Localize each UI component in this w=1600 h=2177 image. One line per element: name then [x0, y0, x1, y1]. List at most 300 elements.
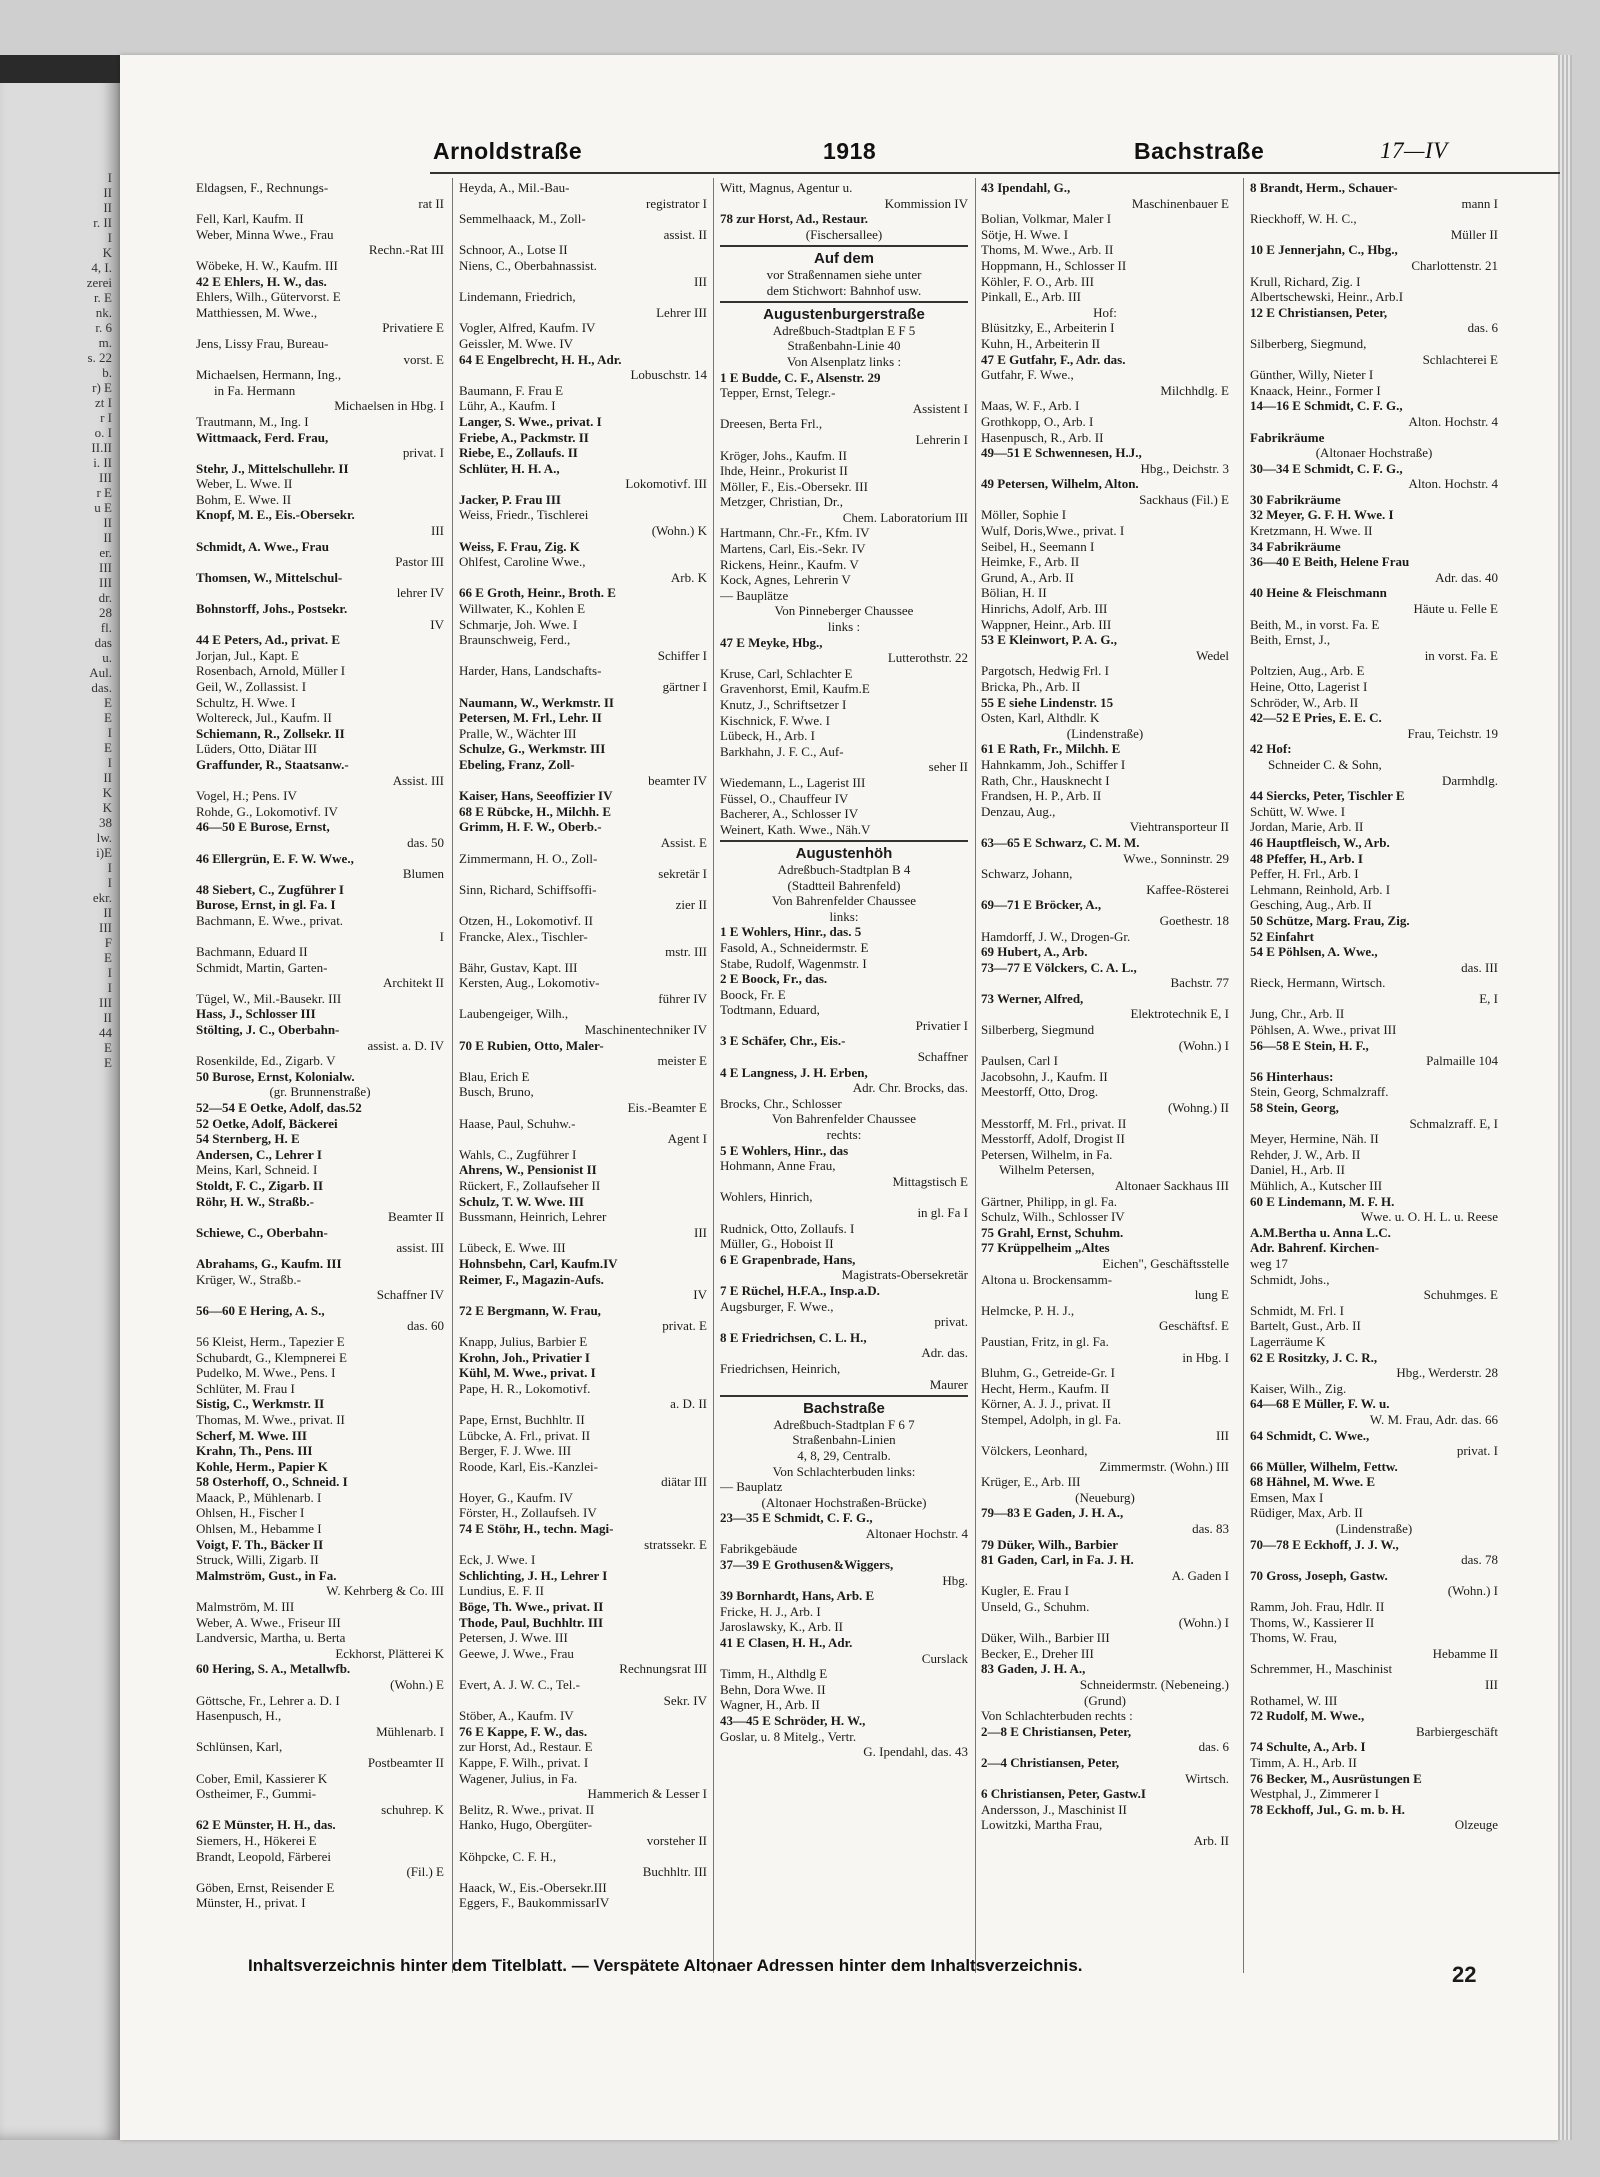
fragment-line: III [99, 995, 112, 1010]
directory-entry: Von Bahrenfelder Chaussee [771, 1111, 917, 1127]
directory-entry: Göttsche, Fr., Lehrer a. D. I [196, 1692, 340, 1708]
fragment-line: I [107, 170, 112, 185]
directory-entry: Albertschewski, Heinr., Arb.I [1250, 289, 1404, 305]
directory-entry: Struck, Willi, Zigarb. II [196, 1552, 319, 1568]
directory-entry: Lagerräume K [1250, 1333, 1326, 1349]
directory-entry: 72 Rudolf, M. Wwe., [1250, 1708, 1365, 1724]
directory-entry: Silberberg, Siegmund [981, 1022, 1095, 1038]
directory-entry: Eis.-Beamter E [627, 1100, 707, 1116]
directory-entry: Hoyer, G., Kaufm. IV [459, 1489, 573, 1505]
directory-entry: gärtner I [662, 679, 707, 694]
directory-entry: Knapp, Julius, Barbier E [459, 1333, 588, 1349]
directory-entry: Willwater, K., Kohlen E [459, 601, 586, 617]
directory-entry: Eldagsen, F., Rechnungs- [196, 180, 329, 195]
directory-entry: 64—68 E Müller, F. W. u. [1250, 1396, 1390, 1412]
directory-entry: Hartmann, Chr.-Fr., Kfm. IV [720, 525, 870, 541]
column-divider [713, 178, 714, 1973]
directory-entry: Wwe. u. O. H. L. u. Reese [1360, 1209, 1498, 1225]
directory-entry: 42 E Ehlers, H. W., das. [196, 273, 327, 289]
directory-entry: Geschäftsf. E [1158, 1318, 1229, 1334]
directory-entry: Jung, Chr., Arb. II [1250, 1006, 1345, 1022]
directory-entry: Weber, Minna Wwe., Frau [196, 226, 334, 242]
directory-entry: Brandt, Leopold, Färberei [196, 1848, 332, 1864]
fragment-line: 38 [99, 815, 112, 830]
directory-entry: Pudelko, M. Wwe., Pens. I [196, 1365, 336, 1381]
directory-entry: assist. a. D. IV [367, 1037, 444, 1053]
fragment-line: E [104, 1055, 112, 1070]
directory-entry: 74 E Stöhr, H., techn. Magi- [459, 1521, 614, 1537]
directory-entry: 46 Ellergrün, E. F. W. Wwe., [196, 850, 354, 866]
directory-entry: Müller II [1450, 226, 1498, 242]
fragment-line: r) E [92, 380, 112, 395]
directory-entry: seher II [928, 759, 968, 775]
directory-entry: Wwe., Sonninstr. 29 [1123, 850, 1229, 866]
directory-entry: Petersen, M. Frl., Lehr. II [459, 710, 602, 726]
directory-entry: Fricke, H. J., Arb. I [720, 1603, 821, 1619]
directory-entry: Jens, Lissy Frau, Bureau- [196, 335, 329, 351]
directory-entry: Rieckhoff, W. H. C., [1250, 211, 1357, 227]
directory-entry: 79—83 E Gaden, J. H. A., [981, 1505, 1124, 1521]
page-number: 22 [1452, 1962, 1477, 1987]
directory-entry: 52—54 E Oetke, Adolf, das.52 [196, 1100, 362, 1116]
directory-entry: 39 Bornhardt, Hans, Arb. E [720, 1588, 875, 1604]
directory-entry: Roode, Karl, Eis.-Kanzlei- [459, 1458, 598, 1474]
street-heading: Auf dem [720, 245, 968, 267]
directory-entry: Eckhorst, Plätterei K [335, 1645, 444, 1661]
directory-entry: beamter IV [648, 772, 707, 788]
directory-entry: Knaack, Heinr., Former I [1250, 382, 1381, 398]
directory-entry: Schiemann, R., Zollsekr. II [196, 725, 345, 741]
directory-entry: Vogler, Alfred, Kaufm. IV [459, 320, 596, 336]
directory-entry: Bohnstorff, Johs., Postsekr. [196, 601, 348, 617]
directory-entry: Fabrikräume [1250, 429, 1325, 445]
directory-entry: — Bauplatz [720, 1479, 783, 1495]
directory-entry: Frandsen, H. P., Arb. II [981, 788, 1102, 804]
directory-entry: Jorjan, Jul., Kapt. E [196, 647, 299, 663]
fragment-line: lw. [96, 830, 112, 845]
directory-entry: Becker, E., Dreher III [981, 1645, 1094, 1661]
directory-entry: Pinkall, E., Arb. III [981, 289, 1082, 305]
header-right-street: Bachstraße [1134, 138, 1265, 164]
directory-entry: III [1216, 1427, 1229, 1443]
directory-entry: G. Ipendahl, das. 43 [863, 1744, 968, 1760]
directory-entry: Von Pinneberger Chaussee [774, 603, 914, 619]
fragment-line: II [103, 905, 112, 920]
directory-entry: zur Horst, Ad., Restaur. E [459, 1739, 593, 1755]
fragment-line: I [107, 860, 112, 875]
directory-entry: Sinn, Richard, Schiffsoffi- [459, 881, 597, 897]
directory-entry: das. 78 [1461, 1552, 1498, 1568]
directory-entry: Krahn, Th., Pens. III [196, 1443, 313, 1459]
directory-entry: Alton. Hochstr. 4 [1408, 413, 1498, 429]
directory-entry: Altonaer Hochstr. 4 [865, 1525, 968, 1541]
directory-entry: Sistig, C., Werkmstr. II [196, 1396, 325, 1412]
directory-entry: rat II [418, 195, 444, 211]
directory-entry: 52 Einfahrt [1250, 928, 1314, 944]
directory-entry: Altonaer Sackhaus III [1114, 1178, 1229, 1193]
directory-entry: Schmidt, Johs., [1250, 1271, 1330, 1287]
directory-entry: Adreßbuch-Stadtplan E F 5 [772, 322, 916, 338]
directory-entry: 1 E Budde, C. F., Alsenstr. 29 [720, 369, 881, 385]
directory-entry: Von Bahrenfelder Chaussee [771, 893, 917, 909]
directory-entry: vorsteher II [646, 1832, 707, 1848]
directory-entry: Stölting, J. C., Oberbahn- [196, 1022, 340, 1038]
directory-entry: (Altonaer Hochstraßen-Brücke) [761, 1494, 927, 1510]
directory-entry: Thoms, M. Wwe., Arb. II [981, 242, 1114, 258]
fragment-line: r I [100, 410, 112, 425]
directory-entry: Pape, Ernst, Buchhltr. II [459, 1411, 585, 1427]
directory-entry: Metzger, Christian, Dr., [720, 494, 843, 510]
fragment-line: K [102, 800, 112, 815]
directory-entry: Hohnsbehn, Carl, Kaufm.IV [459, 1255, 618, 1271]
directory-entry: 49 Petersen, Wilhelm, Alton. [981, 476, 1139, 492]
directory-entry: IV [693, 1287, 707, 1303]
directory-entry: Milchhdlg. E [1160, 382, 1229, 398]
directory-entry: (Lindenstraße) [1335, 1521, 1413, 1537]
directory-entry: Altona u. Brockensamm- [981, 1271, 1113, 1287]
directory-entry: Graffunder, R., Staatsanw.- [196, 756, 349, 772]
directory-entry: — Bauplätze [720, 587, 789, 603]
directory-entry: 62 E Münster, H. H., das. [196, 1817, 336, 1833]
directory-entry: Stoldt, F. C., Zigarb. II [196, 1178, 324, 1193]
fragment-line: II [103, 530, 112, 545]
directory-entry: Schlünsen, Karl, [196, 1739, 283, 1755]
directory-entry: 78 zur Horst, Ad., Restaur. [720, 211, 869, 227]
directory-entry: Kersten, Aug., Lokomotiv- [459, 975, 600, 991]
directory-entry: Schiewe, C., Oberbahn- [196, 1224, 328, 1240]
directory-entry: Malmström, Gust., in Fa. [196, 1567, 337, 1583]
directory-entry: Stein, Georg, Schmalzraff. [1250, 1084, 1389, 1100]
directory-entry: 7 E Rüchel, H.F.A., Insp.a.D. [720, 1282, 880, 1298]
directory-entry: Schaffner [917, 1049, 968, 1065]
directory-entry: W. M. Frau, Adr. das. 66 [1369, 1411, 1498, 1427]
fragment-line: II [103, 185, 112, 200]
directory-entry: 50 Burose, Ernst, Kolonialw. [196, 1068, 355, 1084]
directory-entry: 76 Becker, M., Ausrüstungen E [1250, 1770, 1422, 1786]
directory-entry: Schultz, H. Wwe. I [196, 694, 296, 710]
directory-entry: Busch, Bruno, [459, 1084, 534, 1100]
fragment-line: II [103, 200, 112, 215]
directory-entry: dem Stichwort: Bahnhof usw. [766, 282, 922, 298]
directory-entry: Arb. K [670, 569, 707, 585]
directory-entry: vor Straßennamen siehe unter [766, 266, 922, 282]
directory-entry: Trautmann, M., Ing. I [196, 413, 309, 429]
directory-entry: Böge, Th. Wwe., privat. II [459, 1599, 604, 1615]
directory-entry: mstr. III [665, 944, 707, 960]
directory-entry: Schiffer I [657, 647, 707, 663]
directory-entry: Ihde, Heinr., Prokurist II [720, 463, 848, 479]
directory-entry: 2 E Boock, Fr., das. [720, 971, 828, 987]
directory-entry: 44 E Peters, Ad., privat. E [196, 632, 341, 648]
fragment-line: nk. [95, 305, 112, 320]
directory-entry: Eichen", Geschäftsstelle [1102, 1255, 1229, 1271]
directory-entry: 60 Hering, S. A., Metallwfb. [196, 1661, 351, 1677]
header-left-street: Arnoldstraße [433, 138, 583, 164]
directory-entry: 44 Siercks, Peter, Tischler E [1250, 788, 1405, 804]
directory-entry: Hass, J., Schlosser III [196, 1006, 316, 1022]
fragment-line: 4, I. [91, 260, 112, 275]
fragment-line: II [103, 1010, 112, 1025]
directory-entry: 62 E Rositzky, J. C. R., [1250, 1349, 1378, 1365]
directory-entry: 47 E Gutfahr, F., Adr. das. [981, 351, 1126, 367]
directory-entry: Haase, Paul, Schuhw.- [459, 1115, 576, 1131]
directory-entry: (Wohn.) K [651, 523, 707, 539]
directory-entry: Mittagstisch E [892, 1173, 968, 1189]
directory-entry: Braunschweig, Ferd., [459, 632, 571, 648]
fragment-line: u E [94, 500, 112, 515]
directory-entry: Maschinentechniker IV [584, 1022, 707, 1038]
directory-entry: W. Kehrberg & Co. III [326, 1583, 444, 1599]
directory-entry: Kaffee-Rösterei [1146, 881, 1229, 897]
directory-entry: Häute u. Felle E [1413, 601, 1498, 617]
directory-entry: 79 Düker, Wilh., Barbier [981, 1536, 1119, 1552]
street-heading: Augustenburgerstraße [720, 301, 968, 323]
directory-entry: 3 E Schäfer, Chr., Eis.- [720, 1033, 846, 1049]
directory-entry: Rudnick, Otto, Zollaufs. I [720, 1220, 855, 1236]
fragment-line: I [107, 965, 112, 980]
column-5 [1250, 180, 1498, 1833]
directory-entry: Francke, Alex., Tischler- [459, 928, 588, 944]
directory-entry: Blüsitzky, E., Arbeiterin I [981, 320, 1115, 336]
directory-entry: Lehrer III [656, 304, 707, 320]
directory-entry: sekretär I [658, 866, 707, 882]
fragment-line: E [104, 950, 112, 965]
directory-entry: das. III [1461, 959, 1498, 975]
directory-entry: Hbg., Deichstr. 3 [1140, 460, 1229, 476]
directory-entry: Wedel [1196, 647, 1229, 663]
directory-entry: Schmidt, M. Frl. I [1250, 1302, 1344, 1318]
directory-entry: Bähr, Gustav, Kapt. III [459, 959, 578, 975]
directory-entry: Bolian, Volkmar, Maler I [981, 211, 1112, 227]
directory-entry: Beamter II [388, 1209, 444, 1225]
directory-entry: 4, 8, 29, Centralb. [797, 1447, 891, 1463]
directory-entry: Meyer, Hermine, Näh. II [1250, 1131, 1379, 1147]
directory-entry: Schneider C. & Sohn, [1268, 756, 1382, 772]
directory-entry: 58 Stein, Georg, [1250, 1100, 1339, 1116]
directory-entry: Tepper, Ernst, Telegr.- [720, 385, 836, 401]
directory-entry: Andersson, J., Maschinist II [981, 1801, 1127, 1817]
directory-entry: Schlüter, H. H. A., [459, 460, 560, 476]
directory-entry: Bacherer, A., Schlosser IV [720, 806, 859, 822]
directory-entry: Knopf, M. E., Eis.-Obersekr. [196, 507, 355, 523]
directory-entry: (Wohn.) I [1447, 1583, 1498, 1599]
directory-entry: Ehlers, Wilh., Gütervorst. E [196, 289, 341, 305]
directory-entry: Kaiser, Hans, Seeoffizier IV [459, 788, 613, 804]
directory-entry: Wöbeke, H. W., Kaufm. III [196, 257, 338, 273]
directory-entry: Pöhlsen, A. Wwe., privat III [1250, 1022, 1397, 1038]
directory-entry: Stöber, A., Kaufm. IV [459, 1708, 574, 1724]
fragment-line: Aul. [89, 665, 112, 680]
directory-entry: Kugler, E. Frau I [981, 1583, 1069, 1599]
directory-entry: weg 17 [1250, 1255, 1288, 1271]
directory-entry: Maurer [929, 1376, 968, 1392]
directory-entry: Voigt, F. Th., Bäcker II [196, 1536, 324, 1552]
directory-entry: 23—35 E Schmidt, C. F. G., [720, 1510, 873, 1526]
fragment-line: b. [102, 365, 112, 380]
directory-entry: Hahnkamm, Joh., Schiffer I [981, 756, 1126, 772]
fragment-line: II.II [91, 440, 112, 455]
directory-entry: führer IV [658, 990, 707, 1006]
directory-entry: 64 Schmidt, C. Wwe., [1250, 1427, 1370, 1443]
directory-entry: Schmarje, Joh. Wwe. I [459, 616, 578, 632]
previous-page-fragment [0, 170, 112, 1070]
directory-entry: Schubardt, G., Klempnerei E [196, 1349, 347, 1365]
directory-entry: Scherf, M. Wwe. III [196, 1427, 307, 1443]
directory-entry: Rothamel, W. III [1250, 1692, 1338, 1708]
directory-entry: Assistent I [912, 400, 968, 416]
fragment-line: u. [102, 650, 112, 665]
fragment-line: i)E [96, 845, 112, 860]
directory-entry: Rohde, G., Lokomotivf. IV [196, 803, 338, 819]
directory-entry: Stempel, Adolph, in gl. Fa. [981, 1411, 1122, 1427]
directory-entry: 43—45 E Schröder, H. W., [720, 1713, 866, 1728]
fragment-line: III [99, 920, 112, 935]
directory-entry: Ostheimer, F., Gummi- [196, 1786, 317, 1802]
directory-entry: Hammerich & Lesser I [587, 1786, 707, 1802]
directory-entry: Ohlsen, M., Hebamme I [196, 1521, 322, 1537]
column-2 [459, 180, 707, 1911]
directory-entry: Grund, A., Arb. II [981, 569, 1074, 585]
directory-entry: Rechnungsrat III [619, 1661, 707, 1677]
directory-entry: Straßenbahn-Linie 40 [787, 338, 901, 354]
directory-entry: (Neueburg) [1075, 1489, 1135, 1505]
directory-entry: a. D. II [670, 1396, 707, 1412]
directory-entry: (Grund) [1084, 1692, 1126, 1708]
directory-entry: 36—40 E Beith, Helene Frau [1250, 554, 1410, 570]
directory-entry: Bussmann, Heinrich, Lehrer [459, 1209, 607, 1225]
fragment-line: III [99, 560, 112, 575]
fragment-line: F [104, 935, 112, 950]
directory-entry: 54 Sternberg, H. E [196, 1131, 300, 1147]
directory-entry: 68 E Rübcke, H., Milchh. E [459, 803, 612, 819]
directory-entry: Bluhm, G., Getreide-Gr. I [981, 1365, 1115, 1381]
directory-entry: Timm, H., Althdlg E [720, 1666, 828, 1682]
directory-entry: 54 E Pöhlsen, A. Wwe., [1250, 944, 1378, 960]
street-heading: Augustenhöh [720, 840, 968, 862]
directory-entry: Knutz, J., Schriftsetzer I [720, 697, 847, 712]
directory-entry: Gutfahr, F. Wwe., [981, 367, 1074, 383]
directory-entry: Rehder, J. W., Arb. II [1250, 1146, 1361, 1162]
directory-entry: Von Schlachterbuden links: [772, 1463, 916, 1479]
directory-entry: Mühlenarb. I [376, 1723, 444, 1739]
directory-entry: das. 6 [1198, 1739, 1229, 1755]
directory-entry: 72 E Bergmann, W. Frau, [459, 1302, 601, 1318]
directory-entry: Dreesen, Berta Frl., [720, 416, 823, 432]
directory-entry: Rosenbach, Arnold, Müller I [196, 663, 346, 679]
directory-entry: Paustian, Fritz, in gl. Fa. [981, 1333, 1109, 1349]
directory-entry: Lindemann, Friedrich, [459, 289, 576, 305]
directory-entry: Magistrats-Obersekretär [841, 1267, 968, 1283]
directory-entry: Schneidermstr. (Nebeneing.) [1079, 1677, 1229, 1692]
directory-entry: Frau, Teichstr. 19 [1407, 725, 1498, 741]
directory-entry: 61 E Rath, Fr., Milchh. E [981, 741, 1121, 757]
directory-entry: 6 Christiansen, Peter, Gastw.I [981, 1786, 1146, 1802]
directory-entry: Schaffner IV [376, 1287, 444, 1303]
directory-entry: 8 E Friedrichsen, C. L. H., [720, 1329, 867, 1345]
directory-entry: Lüders, Otto, Diätar III [196, 741, 317, 757]
directory-entry: Grimm, H. F. W., Oberb.- [459, 819, 602, 835]
directory-entry: Hamdorff, J. W., Drogen-Gr. [981, 928, 1131, 944]
directory-entry: Otzen, H., Lokomotivf. II [459, 912, 593, 928]
directory-entry: Daniel, H., Arb. II [1250, 1162, 1345, 1178]
directory-entry: Darmhdlg. [1442, 772, 1498, 788]
fragment-line: E [104, 710, 112, 725]
directory-entry: Wohlers, Hinrich, [720, 1189, 813, 1205]
directory-entry: Arb. II [1193, 1832, 1229, 1848]
directory-entry: Weiss, F. Frau, Zig. K [459, 538, 580, 554]
directory-entry: Adr. das. 40 [1435, 569, 1498, 585]
directory-entry: (Lindenstraße) [1066, 725, 1144, 741]
fragment-line: o. I [94, 425, 112, 440]
directory-entry: Fasold, A., Schneidermstr. E [720, 939, 869, 955]
directory-entry: 14—16 E Schmidt, C. F. G., [1250, 398, 1403, 414]
directory-entry: Bachmann, E. Wwe., privat. [196, 912, 344, 928]
directory-entry: 34 Fabrikräume [1250, 538, 1341, 554]
header-year: 1918 [823, 138, 877, 164]
fragment-line: III [99, 575, 112, 590]
directory-entry: Goethestr. 18 [1159, 912, 1229, 928]
directory-entry: vorst. E [403, 351, 444, 367]
directory-entry: III [694, 273, 707, 289]
directory-entry: Pape, H. R., Lokomotivf. [459, 1380, 591, 1396]
directory-entry: Evert, A. J. W. C., Tel.- [459, 1677, 580, 1692]
fragment-line: I [107, 230, 112, 245]
directory-entry: Stabe, Rudolf, Wagenmstr. I [720, 955, 867, 971]
directory-entry: Thoms, W., Kassierer II [1250, 1614, 1375, 1630]
directory-entry: 2—8 E Christiansen, Peter, [981, 1723, 1132, 1739]
fragment-line: zt I [95, 395, 112, 410]
directory-entry: Bricka, Ph., Arb. II [981, 679, 1081, 694]
directory-entry: Belitz, R. Wwe., privat. II [459, 1801, 595, 1817]
directory-entry: Ohlsen, H., Fischer I [196, 1505, 305, 1521]
directory-entry: Jacker, P. Frau III [459, 491, 561, 507]
directory-entry: Elektrotechnik E, I [1130, 1006, 1229, 1022]
column-divider [1243, 178, 1244, 1973]
directory-entry: Beith, M., in vorst. Fa. E [1250, 616, 1380, 632]
directory-entry: (Wohn.) E [390, 1677, 444, 1692]
directory-entry: Rückert, F., Zollaufseher II [459, 1178, 601, 1193]
directory-entry: Krüger, E., Arb. III [981, 1474, 1081, 1490]
directory-entry: 48 Siebert, C., Zugführer I [196, 881, 344, 897]
directory-entry: Matthiessen, M. Wwe., [196, 304, 318, 320]
directory-entry: links : [827, 619, 861, 635]
directory-entry: das. 50 [407, 834, 444, 850]
directory-entry: 68 Hähnel, M. Wwe. E [1250, 1474, 1376, 1490]
directory-entry: 56—60 E Hering, A. S., [196, 1302, 325, 1318]
directory-entry: Agent I [667, 1131, 707, 1147]
header-section: 17—IV [1380, 138, 1448, 163]
directory-entry: 78 Eckhoff, Jul., G. m. b. H. [1250, 1801, 1405, 1817]
directory-entry: Pargotsch, Hedwig Frl. I [981, 663, 1109, 679]
directory-entry: Brocks, Chr., Schlosser [720, 1095, 842, 1111]
directory-entry: 83 Gaden, J. H. A., [981, 1661, 1086, 1677]
directory-entry: Pastor III [395, 554, 444, 570]
directory-entry: 76 E Kappe, F. W., das. [459, 1723, 588, 1739]
directory-entry: 30—34 E Schmidt, C. F. G., [1250, 460, 1403, 476]
directory-entry: 49—51 E Schwennesen, H.J., [981, 445, 1142, 461]
directory-entry: Schmalzraff. E, I [1409, 1115, 1498, 1131]
directory-entry: Adr. das. [921, 1345, 968, 1361]
fragment-line: er. [99, 545, 112, 560]
fragment-line: K [102, 245, 112, 260]
fragment-line: m. [98, 335, 112, 350]
directory-entry: Rickens, Heinr., Kaufm. V [720, 556, 859, 572]
directory-entry: Bölian, H. II [981, 585, 1047, 601]
directory-entry: Naumann, W., Werkmstr. II [459, 694, 614, 710]
directory-entry: Krohn, Joh., Privatier I [459, 1349, 590, 1365]
fragment-line: I [107, 980, 112, 995]
directory-entry: Michaelsen, Hermann, Ing., [196, 367, 342, 383]
